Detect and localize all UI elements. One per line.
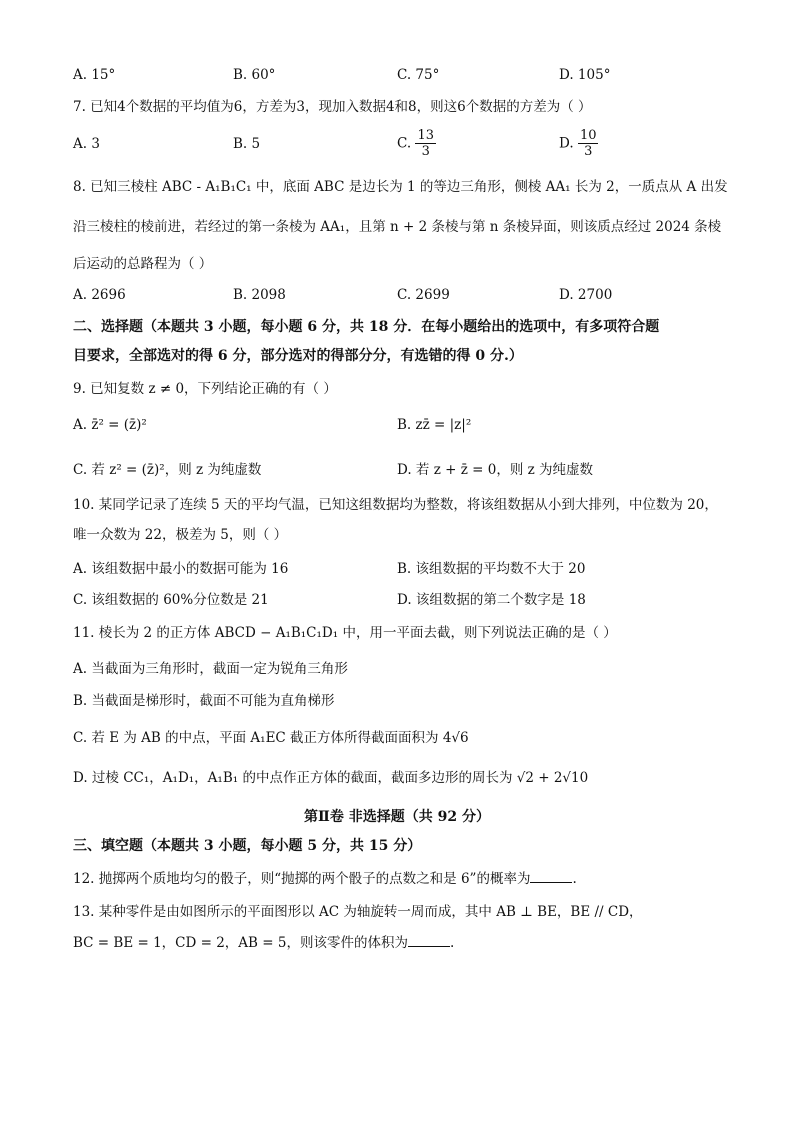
question-8-line-3: 后运动的总路程为（ ） xyxy=(73,256,213,272)
question-8-line-1: 8. 已知三棱柱 ABC - A₁B₁C₁ 中，底面 ABC 是边长为 1 的等边三角形，侧棱 AA₁ 长为 2，一质点从 A 出发 xyxy=(73,179,728,195)
fraction xyxy=(415,128,436,159)
question-13-text: BC = BE = 1，CD = 2，AB = 5，则该零件的体积为 xyxy=(73,935,408,951)
question-13-end: . xyxy=(449,935,455,951)
question-11-stem: 11. 棱长为 2 的正方体 ABCD − A₁B₁C₁D₁ 中，用一平面去截，则下列说法正确的是（ ） xyxy=(73,625,617,641)
section-2-heading-line-2: 目要求，全部选对的得 6 分，部分选对的得部分分，有选错的得 0 分.） xyxy=(73,348,523,364)
option-b: B. 5 xyxy=(233,136,261,152)
part-2-title: 第Ⅱ卷 非选择题（共 92 分） xyxy=(304,809,490,825)
question-7-stem: 7. 已知4个数据的平均值为6，方差为3，现加入数据4和8，则这6个数据的方差为（ ） xyxy=(73,99,592,115)
q9-options-row-2 xyxy=(73,458,723,478)
option-d xyxy=(559,128,598,159)
question-12-end: . xyxy=(572,871,577,887)
q6-options xyxy=(73,67,723,87)
option-c: C. 2699 xyxy=(397,287,450,303)
option-c: C. 若 z² = (z̄)²，则 z 为纯虚数 xyxy=(73,462,262,478)
question-13-line-2 xyxy=(73,934,454,952)
option-d: D. 105° xyxy=(559,67,611,83)
option-a: A. 当截面为三角形时，截面一定为锐角三角形 xyxy=(73,661,348,677)
question-8-line-2: 沿三棱柱的棱前进，若经过的第一条棱为 AA₁，且第 n + 2 条棱与第 n 条棱异面，则该质点经过 2024 条棱 xyxy=(73,219,722,235)
q9-options-row-1 xyxy=(73,417,723,437)
option-b: B. 该组数据的平均数不大于 20 xyxy=(397,561,586,577)
question-10-line-1: 10. 某同学记录了连续 5 天的平均气温，已知这组数据均为整数，将该组数据从小到大排列，中位数为 20， xyxy=(73,497,718,513)
answer-blank[interactable] xyxy=(530,870,572,883)
option-b: B. 2098 xyxy=(233,287,286,303)
q10-options-row-2 xyxy=(73,588,723,608)
question-12 xyxy=(73,870,577,888)
option-d: D. 2700 xyxy=(559,287,613,303)
option-a: A. 3 xyxy=(73,136,100,152)
option-b: B. zz̄ = |z|² xyxy=(397,417,472,433)
option-d-label: D. xyxy=(559,135,574,152)
question-13-line-1: 13. 某种零件是由如图所示的平面图形以 AC 为轴旋转一周而成，其中 AB ⊥ BE，BE // CD， xyxy=(73,904,643,920)
denominator: 3 xyxy=(584,144,593,159)
q10-options-row-1 xyxy=(73,557,723,577)
fraction xyxy=(578,128,599,159)
question-12-text: 12. 抛掷两个质地均匀的骰子，则“抛掷的两个骰子的点数之和是 6”的概率为 xyxy=(73,871,531,887)
option-c-label: C. xyxy=(397,135,412,152)
option-d: D. 过棱 CC₁，A₁D₁，A₁B₁ 的中点作正方体的截面，截面多边形的周长为 √2 + 2√10 xyxy=(73,770,589,786)
option-a: A. 该组数据中最小的数据可能为 16 xyxy=(73,561,289,577)
denominator: 3 xyxy=(421,144,430,159)
option-a: A. 2696 xyxy=(73,287,126,303)
question-9-stem: 9. 已知复数 z ≠ 0，下列结论正确的有（ ） xyxy=(73,381,337,397)
question-10-line-2: 唯一众数为 22，极差为 5，则（ ） xyxy=(73,527,288,543)
option-c: C. 该组数据的 60%分位数是 21 xyxy=(73,592,269,608)
option-a: A. 15° xyxy=(73,67,116,83)
option-b: B. 60° xyxy=(233,67,276,83)
option-d: D. 该组数据的第二个数字是 18 xyxy=(397,592,586,608)
numerator: 10 xyxy=(579,128,597,143)
q8-options xyxy=(73,287,723,307)
option-a: A. z̄² = (z̄)² xyxy=(73,417,147,433)
option-c: C. 75° xyxy=(397,67,440,83)
numerator: 13 xyxy=(417,128,434,143)
option-c xyxy=(397,128,436,159)
section-2-heading-line-1: 二、选择题（本题共 3 小题，每小题 6 分，共 18 分．在每小题给出的选项中，有多项符合题 xyxy=(73,319,660,335)
option-b: B. 当截面是梯形时，截面不可能为直角梯形 xyxy=(73,693,335,709)
option-d: D. 若 z + z̄ = 0，则 z 为纯虚数 xyxy=(397,462,594,478)
q7-options xyxy=(73,128,723,168)
section-3-heading: 三、填空题（本题共 3 小题，每小题 5 分，共 15 分） xyxy=(73,838,422,854)
option-c: C. 若 E 为 AB 的中点，平面 A₁EC 截正方体所得截面面积为 4√6 xyxy=(73,730,469,746)
answer-blank[interactable] xyxy=(408,934,450,947)
